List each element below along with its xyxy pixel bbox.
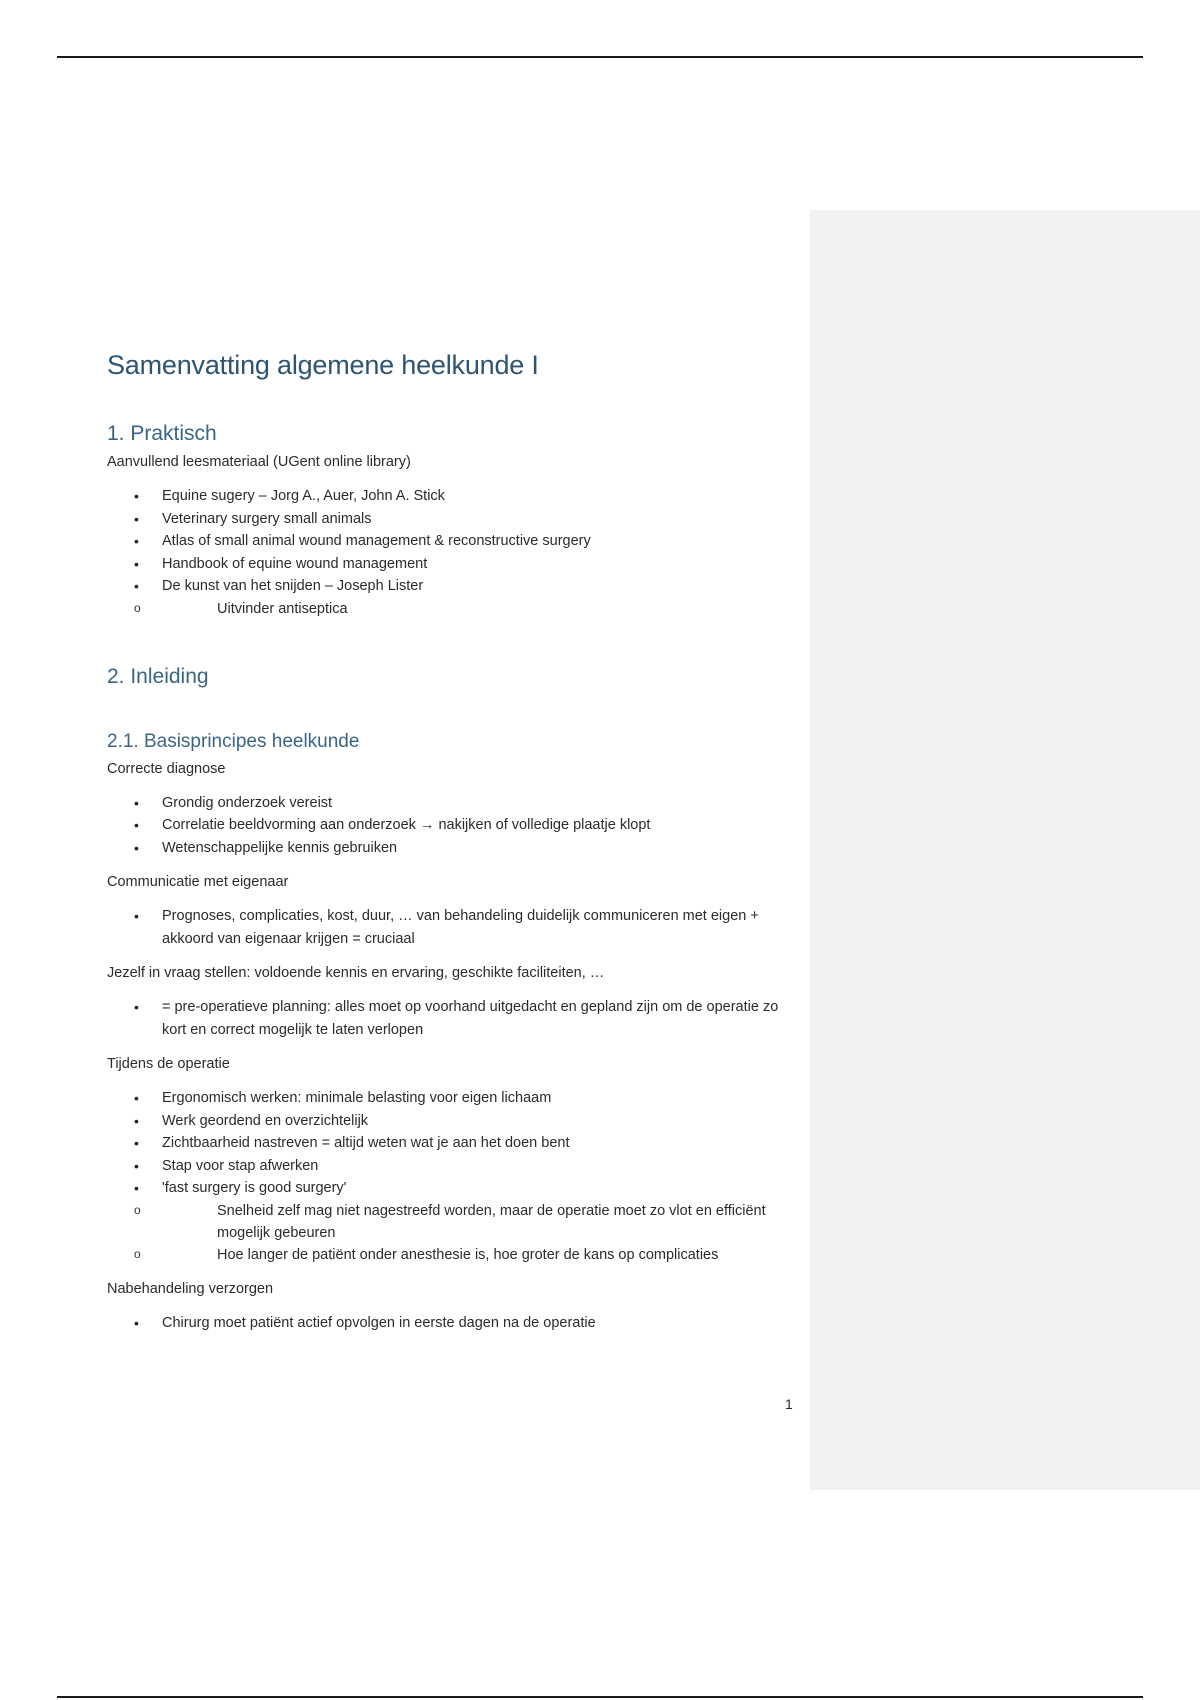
praktisch-sublist [162, 598, 787, 620]
heading-praktisch: 1. Praktisch [107, 422, 217, 445]
label-communicatie: Communicatie met eigenaar [107, 874, 289, 890]
list-item [107, 1177, 787, 1266]
list-item: • Atlas of small animal wound management & reconstructive surgery [107, 530, 787, 553]
list-item: • Zichtbaarheid nastreven = altijd weten wat je aan het doen bent [107, 1132, 787, 1155]
label-jezelf: Jezelf in vraag stellen: voldoende kennis en ervaring, geschikte faciliteiten, … [107, 965, 605, 981]
praktisch-list [107, 485, 787, 620]
list-item: • Handbook of equine wound management [107, 553, 787, 576]
document-title: Samenvatting algemene heelkunde I [107, 350, 539, 380]
list-item [107, 575, 787, 620]
label-operatie: Tijdens de operatie [107, 1056, 230, 1072]
heading-inleiding: 2. Inleiding [107, 664, 209, 688]
diagnose-list [107, 792, 787, 860]
list-item: • = pre-operatieve planning: alles moet op voorhand uitgedacht en gepland zijn om de operatie zo kort en correct mogelijk te laten verlopen [107, 996, 787, 1041]
list-item: • Grondig onderzoek vereist [107, 792, 787, 815]
communicatie-list [107, 905, 787, 950]
header-rule [57, 56, 1143, 58]
label-diagnose: Correcte diagnose [107, 760, 226, 777]
list-item-text: 'fast surgery is good surgery' [162, 1180, 347, 1196]
nabehandeling-list [107, 1312, 787, 1335]
list-item: • Veterinary surgery small animals [107, 508, 787, 531]
operatie-sublist [162, 1200, 787, 1266]
praktisch-intro: Aanvullend leesmateriaal (UGent online library) [107, 454, 411, 470]
document-page [107, 340, 787, 1334]
sub-list-item: o Snelheid zelf mag niet nagestreefd worden, maar de operatie moet zo vlot en efficiënt mogelijk gebeuren [107, 1200, 787, 1244]
list-item: • Werk geordend en overzichtelijk [107, 1110, 787, 1133]
sub-list-item: o Hoe langer de patiënt onder anesthesie is, hoe groter de kans op complicaties [107, 1244, 787, 1266]
heading-basisprincipes: 2.1. Basisprincipes heelkunde [107, 730, 360, 752]
comment-pane [810, 210, 1200, 1490]
list-item: • Correlatie beeldvorming aan onderzoek → nakijken of volledige plaatje klopt [107, 814, 787, 837]
label-nabehandeling: Nabehandeling verzorgen [107, 1280, 274, 1297]
list-item: • Prognoses, complicaties, kost, duur, … van behandeling duidelijk communiceren met eigen + akkoord van eigenaar krijgen = cruciaal [107, 905, 787, 950]
list-item: • Wetenschappelijke kennis gebruiken [107, 837, 787, 860]
page-number: 1 [785, 1396, 793, 1412]
sub-list-item: o Uitvinder antiseptica [107, 598, 787, 620]
list-item-text: De kunst van het snijden – Joseph Lister [162, 578, 424, 594]
jezelf-list [107, 996, 787, 1041]
operatie-list [107, 1087, 787, 1266]
list-item: • Chirurg moet patiënt actief opvolgen in eerste dagen na de operatie [107, 1312, 787, 1335]
list-item: • Equine sugery – Jorg A., Auer, John A. Stick [107, 485, 787, 508]
list-item: • Stap voor stap afwerken [107, 1155, 787, 1178]
list-item: • Ergonomisch werken: minimale belasting voor eigen lichaam [107, 1087, 787, 1110]
footer-rule [57, 1696, 1143, 1698]
